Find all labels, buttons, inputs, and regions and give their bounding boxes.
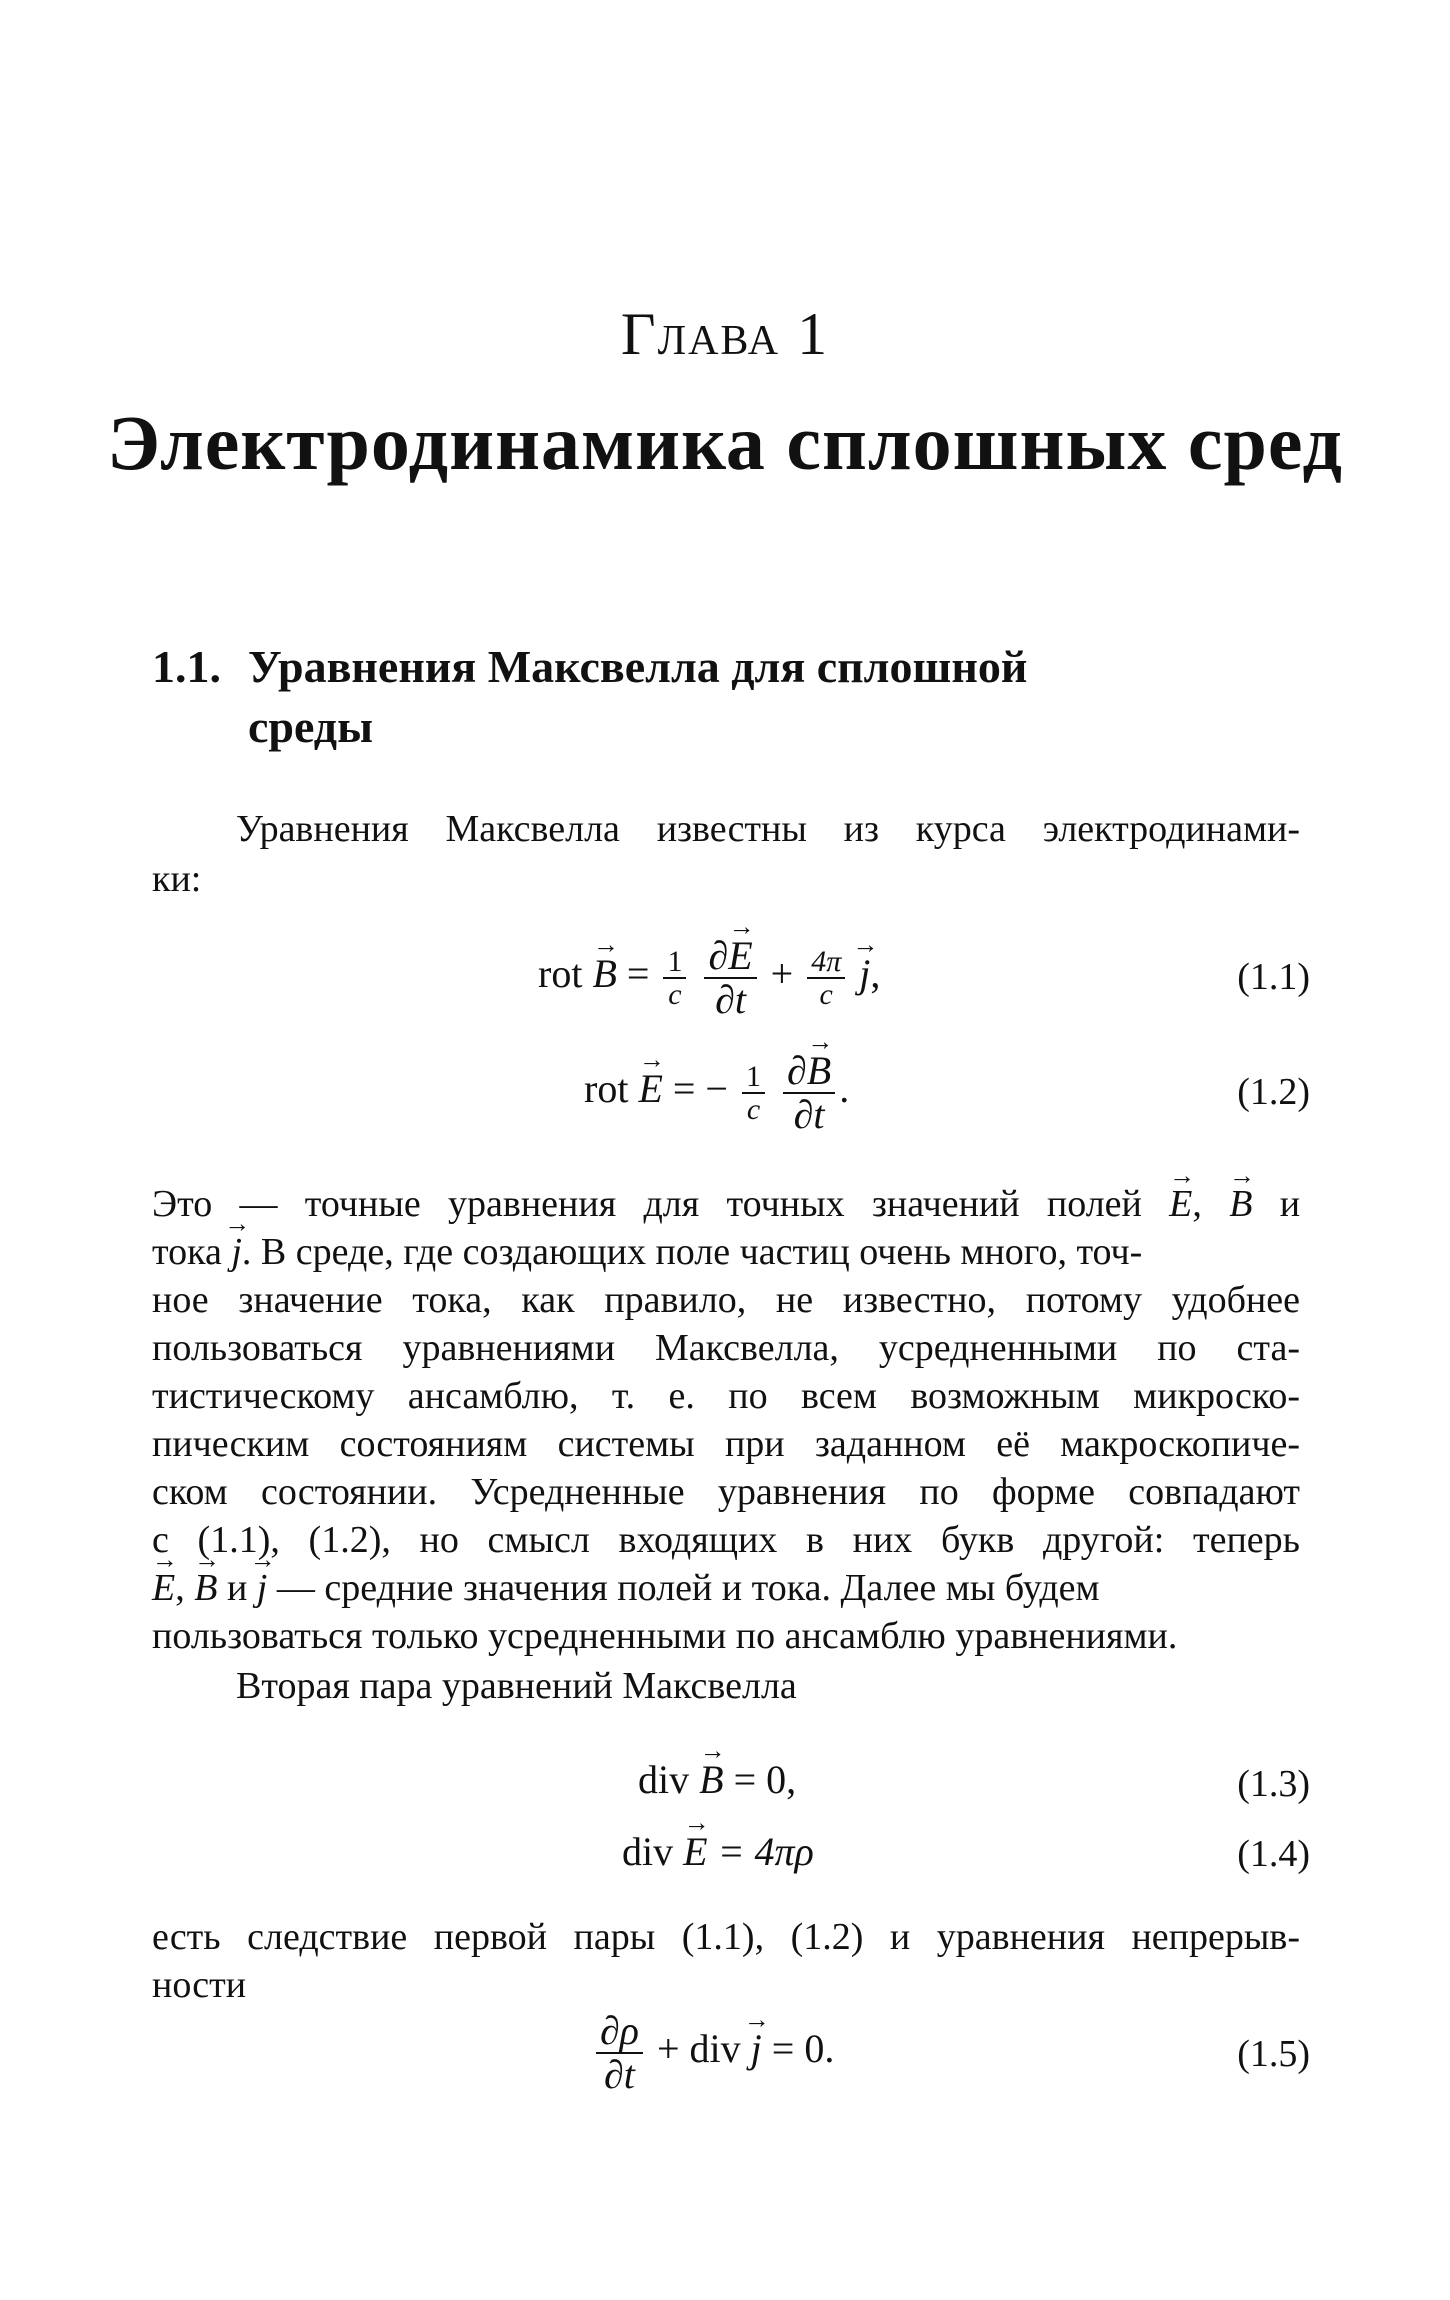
section-title-line1: Уравнения Максвелла для сплошной [248, 641, 1028, 692]
p1-vector-b: → B [1229, 1185, 1252, 1223]
eq1-vector-e: → E [728, 935, 752, 977]
eq2-frac1-num: 1 [742, 1061, 765, 1095]
equation-1-1 [538, 935, 880, 1021]
equation-number-1-2: (1.2) [1237, 1071, 1310, 1113]
paragraph1-line5: тистическому ансамблю, т. е. по всем возможным микроско- [152, 1375, 1300, 1417]
eq1-equals: = [626, 951, 650, 997]
paragraph3-line2: ности [152, 1964, 247, 2006]
eq5-rhs: = 0. [771, 2026, 835, 2072]
intro-line2: ки: [152, 858, 202, 900]
eq4-div: div [622, 1829, 674, 1874]
p1-l9-vector-b: → B [194, 1569, 217, 1607]
equation-1-3 [638, 1757, 797, 1802]
eq1-comma: , [870, 951, 881, 997]
eq5-plus-div: + div [656, 2026, 741, 2072]
section-number: 1.1. [152, 641, 221, 692]
eq2-vector-b: → B [807, 1050, 831, 1092]
eq2-frac2-den: ∂t [793, 1092, 825, 1137]
eq1-fraction-dE-dt [704, 935, 756, 1021]
eq1-frac3-num: 4π [807, 946, 845, 980]
p1-l9-rest: — средние значения полей и тока. Далее мы будем [276, 1567, 1100, 1609]
eq3-div: div [638, 1757, 690, 1802]
equation-1-5 [592, 2010, 834, 2096]
p1-l9-and: и [226, 1567, 248, 1609]
eq4-vector-e: → E [683, 1832, 707, 1872]
eq1-fraction-4pi-over-c [807, 946, 845, 1011]
eq3-vector-b: → B [699, 1760, 723, 1800]
p1-vector-j: → j [231, 1233, 242, 1271]
paragraph1-line8: с (1.1), (1.2), но смысл входящих в них букв другой: теперь [152, 1519, 1300, 1561]
paragraph2-line1: Вторая пара уравнений Максвелла [236, 1665, 797, 1707]
section-title-line2: среды [248, 701, 373, 752]
paragraph1-line3: ное значение тока, как правило, не известно, потому удобнее [152, 1279, 1300, 1321]
intro-line1: Уравнения Максвелла известны из курса электродинами- [236, 808, 1300, 850]
eq1-frac1-den: c [668, 978, 682, 1011]
eq1-rot: rot [538, 951, 583, 997]
eq1-plus: + [770, 951, 794, 997]
eq4-rhs: = 4πρ [717, 1829, 814, 1874]
p1-l9-comma: , [175, 1567, 185, 1609]
p1-l2-text-b: . В среде, где создающих поле частиц очень много, точ- [241, 1231, 1143, 1273]
p1-l2-text-a: тока [152, 1231, 222, 1273]
eq2-vector-e: → E [638, 1069, 662, 1109]
p1-l9-vector-j: → j [257, 1569, 268, 1607]
p1-l1-comma: , [1192, 1183, 1202, 1225]
paragraph1-line2 [152, 1233, 1142, 1271]
p1-l1-vectors [1169, 1183, 1202, 1225]
eq2-rot: rot [584, 1066, 629, 1112]
eq3-rhs: = 0, [733, 1757, 797, 1802]
eq1-frac3-den: c [819, 978, 833, 1011]
paragraph1-line7: ском состоянии. Усредненные уравнения по форме совпадают [152, 1471, 1300, 1513]
paragraph1-line4: пользоваться уравнениями Максвелла, усредненными по ста- [152, 1327, 1300, 1369]
paragraph3-line1: есть следствие первой пары (1.1), (1.2) и уравнения непрерыв- [152, 1916, 1300, 1958]
equation-number-1-1: (1.1) [1237, 956, 1310, 998]
p1-l9-vector-e: → E [152, 1569, 175, 1607]
p1-l1-text: Это — точные уравнения для точных значений полей [152, 1183, 1142, 1225]
eq2-frac1-den: c [746, 1093, 761, 1126]
p1-l1-end: и [1279, 1183, 1301, 1225]
eq2-period: . [839, 1066, 850, 1112]
eq1-vector-b: → B [592, 954, 616, 994]
eq1-vector-j: → j [859, 954, 870, 994]
paragraph1-line1 [152, 1185, 1300, 1225]
paragraph1-line9 [152, 1569, 1100, 1607]
eq2-fraction-1-over-c [742, 1061, 765, 1126]
eq2-equals: = − [672, 1066, 728, 1112]
equation-number-1-3: (1.3) [1237, 1763, 1310, 1805]
eq2-fraction-dB-dt [783, 1050, 835, 1136]
eq5-fraction-drho-dt [596, 2010, 643, 2096]
equation-1-2 [584, 1050, 849, 1136]
equation-number-1-4: (1.4) [1237, 1833, 1310, 1875]
eq1-fraction-1-over-c [663, 946, 686, 1011]
eq5-vector-j: → j [751, 2029, 762, 2069]
chapter-label: Глава 1 [620, 301, 830, 367]
eq1-partial: ∂ [708, 933, 729, 978]
paragraph1-line10: пользоваться только усредненными по ансамблю уравнениями. [152, 1615, 1178, 1657]
eq2-partial: ∂ [787, 1048, 807, 1093]
eq1-frac1-num: 1 [663, 946, 686, 980]
eq5-frac-num: ∂ρ [596, 2010, 643, 2054]
equation-number-1-5: (1.5) [1237, 2033, 1310, 2075]
eq1-frac2-den: ∂t [715, 977, 746, 1022]
paragraph1-line6: пическим состояниям системы при заданном её макроскопиче- [152, 1423, 1300, 1465]
equation-1-4 [622, 1829, 814, 1874]
eq5-frac-den: ∂t [604, 2052, 635, 2097]
chapter-title: Электродинамика сплошных сред [107, 399, 1343, 486]
p1-vector-e: → E [1169, 1185, 1192, 1223]
